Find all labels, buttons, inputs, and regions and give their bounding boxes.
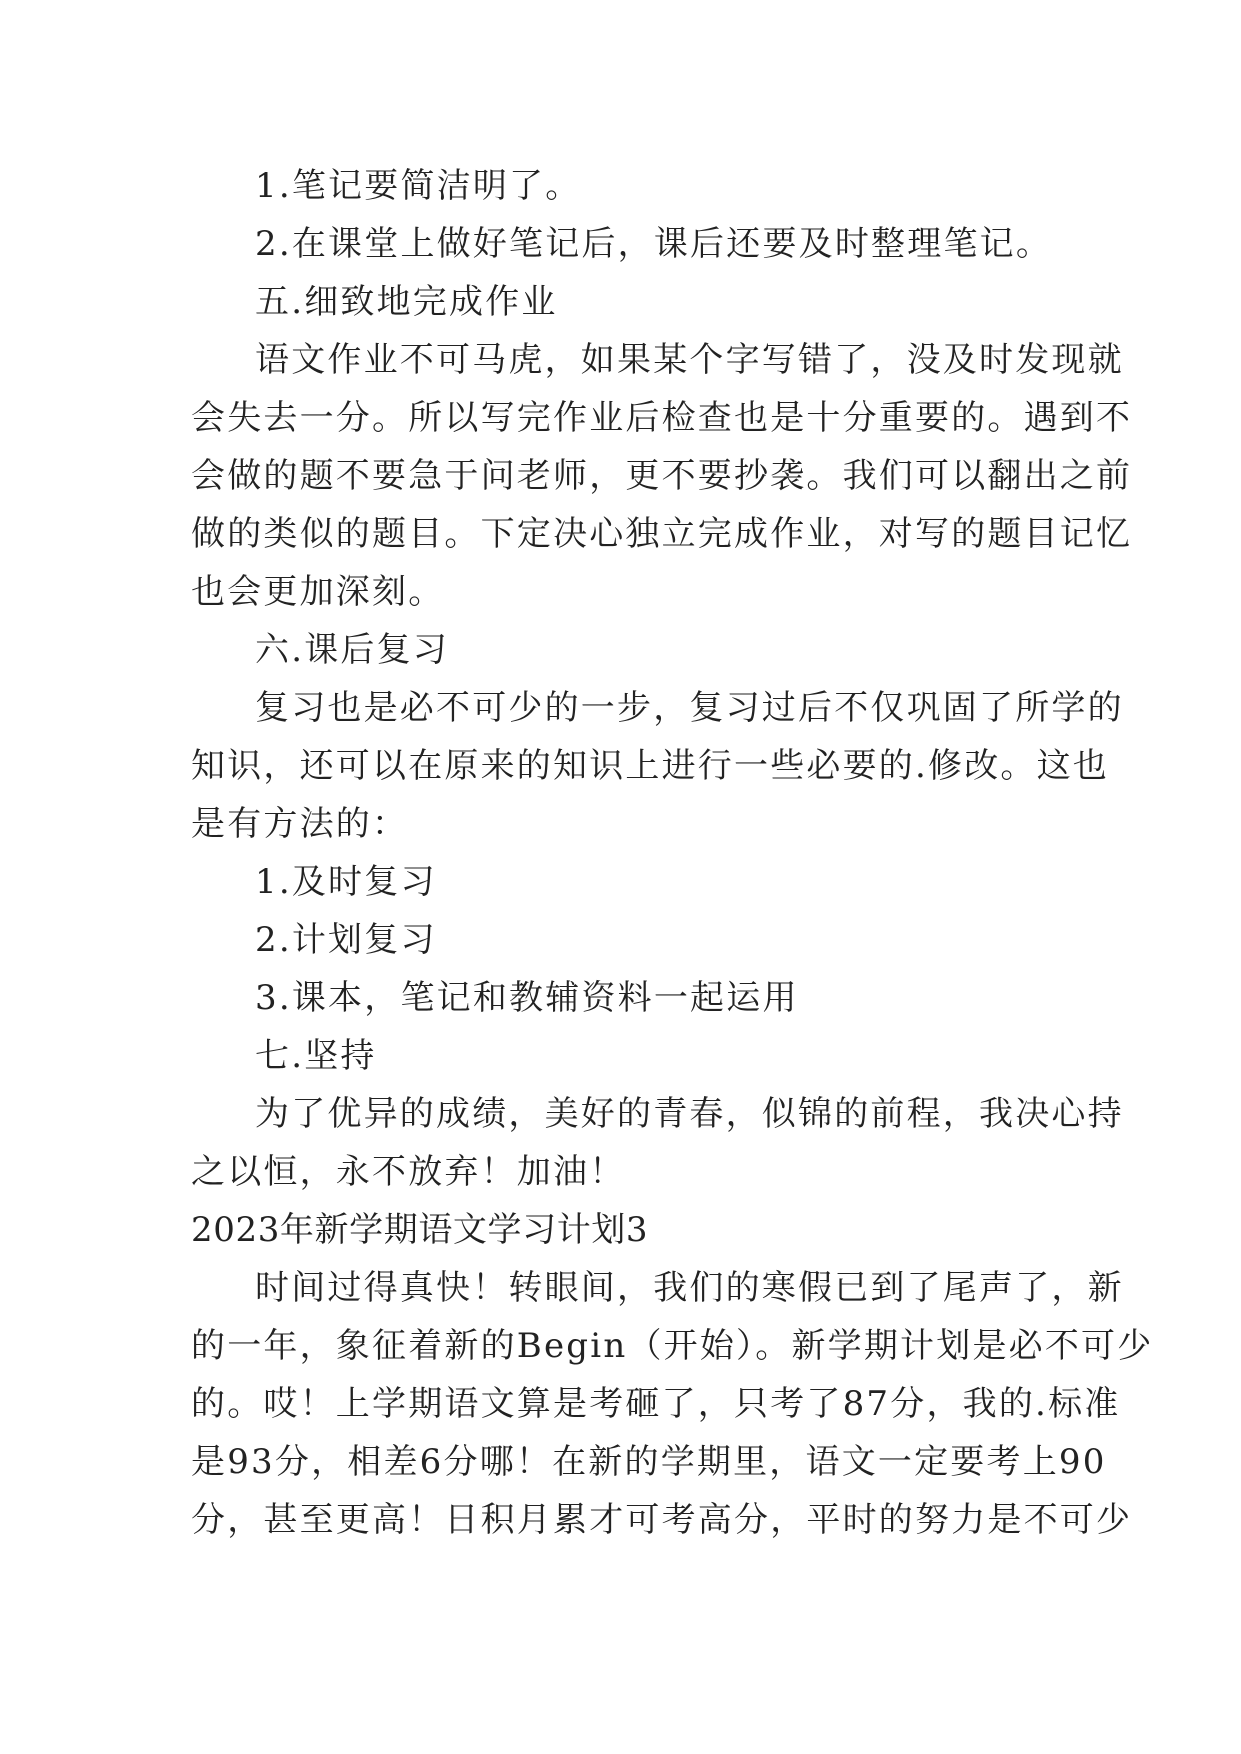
paragraph-line: 的一年，象征着新的Begin（开始）。新学期计划是必不可少 [191, 1326, 1154, 1366]
paragraph-line: 做的类似的题目。下定决心独立完成作业，对写的题目记忆 [191, 514, 1133, 554]
paragraph-line: 分，甚至更高！日积月累才可考高分，平时的努力是不可少 [191, 1500, 1133, 1540]
list-item-timely-review: 1.及时复习 [255, 862, 437, 902]
paragraph-line: 会做的题不要急于问老师，更不要抄袭。我们可以翻出之前 [191, 456, 1133, 496]
list-item-notes-organize: 2.在课堂上做好笔记后，课后还要及时整理笔记。 [255, 224, 1053, 264]
paragraph-line: 语文作业不可马虎，如果某个字写错了，没及时发现就 [255, 340, 1124, 380]
paragraph-line: 会失去一分。所以写完作业后检查也是十分重要的。遇到不 [191, 398, 1133, 438]
paragraph-line: 复习也是必不可少的一步，复习过后不仅巩固了所学的 [255, 688, 1124, 728]
paragraph-line: 是93分，相差6分哪！在新的学期里，语文一定要考上90 [191, 1442, 1107, 1482]
paragraph-line: 时间过得真快！转眼间，我们的寒假已到了尾声了，新 [255, 1268, 1124, 1308]
document-section-title: 2023年新学期语文学习计划3 [191, 1210, 649, 1250]
paragraph-line: 之以恒，永不放弃！加油！ [191, 1152, 626, 1192]
list-item-notes-concise: 1.笔记要简洁明了。 [255, 166, 582, 206]
paragraph-line: 为了优异的成绩，美好的青春，似锦的前程，我决心持 [255, 1094, 1124, 1134]
paragraph-line: 的。哎！上学期语文算是考砸了，只考了87分，我的.标准 [191, 1384, 1121, 1424]
paragraph-line: 知识，还可以在原来的知识上进行一些必要的.修改。这也 [191, 746, 1110, 786]
section-heading-persist: 七.坚持 [255, 1036, 377, 1076]
paragraph-line: 也会更加深刻。 [191, 572, 445, 612]
section-heading-review: 六.课后复习 [255, 630, 450, 670]
paragraph-line: 是有方法的： [191, 804, 409, 844]
list-item-materials: 3.课本，笔记和教辅资料一起运用 [255, 978, 799, 1018]
list-item-planned-review: 2.计划复习 [255, 920, 437, 960]
section-heading-homework: 五.细致地完成作业 [255, 282, 558, 322]
